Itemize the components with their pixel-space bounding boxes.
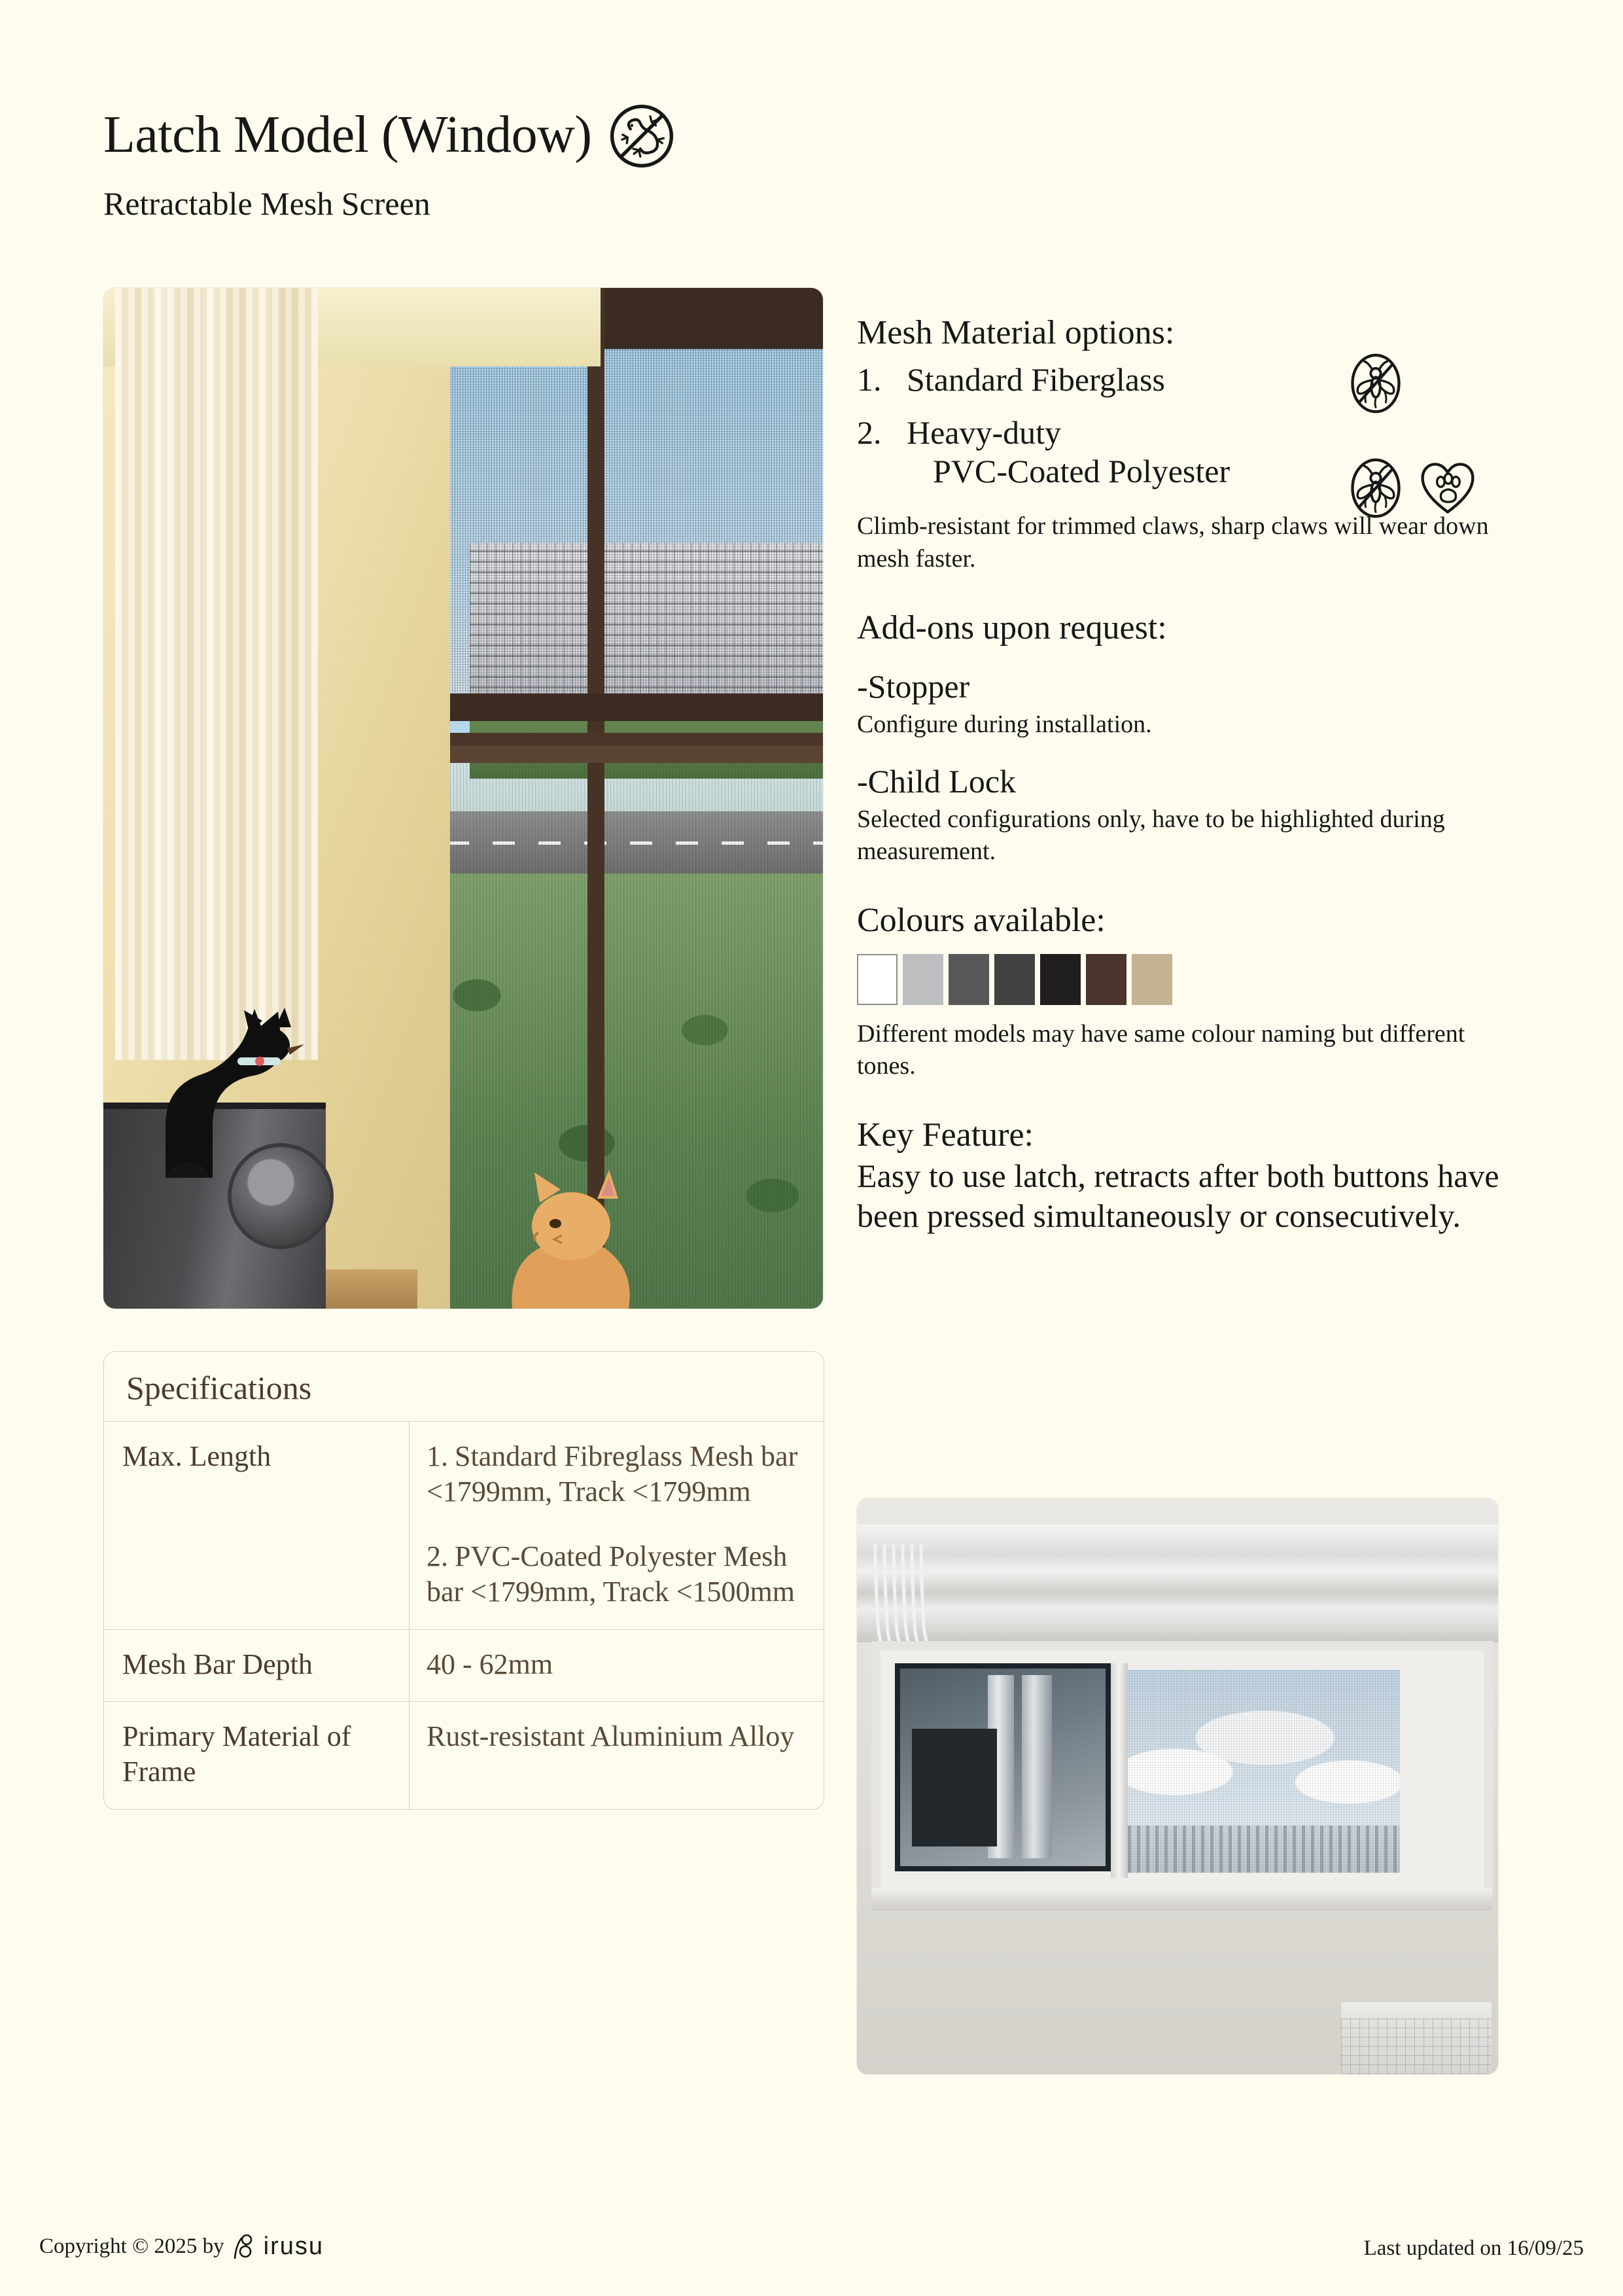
colour-swatch-0[interactable]	[857, 954, 898, 1005]
specifications-heading: Specifications	[104, 1352, 824, 1422]
mesh-option-label	[907, 414, 1230, 491]
spec-value-max-length	[410, 1422, 824, 1629]
spec-value-mesh-bar-depth: 40 - 62mm	[427, 1648, 553, 1680]
key-feature-heading: Key Feature:	[857, 1116, 1034, 1154]
addon-stopper	[857, 669, 1524, 741]
paw-heart-icon	[1416, 457, 1479, 520]
photo-mullion-vertical-2	[587, 288, 604, 1309]
photo-city-skyline	[1119, 1826, 1400, 1873]
mesh-option-1-icons	[1344, 352, 1407, 415]
colour-swatch-4[interactable]	[1040, 954, 1081, 1005]
table-row	[104, 1630, 824, 1703]
specifications-table	[103, 1351, 824, 1810]
mesh-option-2-icons	[1344, 457, 1479, 520]
copyright-block	[39, 2232, 324, 2261]
colour-swatch-3[interactable]	[994, 954, 1035, 1005]
photo-window-sill	[871, 1888, 1493, 1911]
key-feature-text: Easy to use latch, retracts after both buttons have been pressed simultaneously or consecutively.	[857, 1157, 1499, 1235]
photo-right-pane	[1119, 1670, 1400, 1873]
table-row	[104, 1702, 824, 1809]
page-footer	[0, 2211, 1623, 2296]
spec-value-primary-material: Rust-resistant Aluminium Alloy	[427, 1720, 795, 1753]
photo-clouds	[1119, 1670, 1400, 1840]
mesh-material-note: Climb-resistant for trimmed claws, sharp claws will wear down mesh faster.	[857, 512, 1489, 573]
brand-name: irusu	[263, 2232, 324, 2260]
colours-note: Different models may have same colour naming but different tones.	[857, 1019, 1465, 1080]
last-updated: Last updated on 16/09/25	[1363, 2236, 1584, 2260]
no-mosquito-icon	[1344, 457, 1407, 520]
black-cat	[139, 962, 349, 1178]
right-column	[857, 314, 1524, 1240]
photo-dark-panel	[912, 1729, 997, 1846]
key-feature-section	[857, 1116, 1524, 1236]
addon-child-lock-note: Selected configurations only, have to be highlighted during measurement.	[857, 805, 1445, 865]
mesh-option-label-line2: PVC-Coated Polyester	[933, 453, 1230, 490]
spec-value-line	[427, 1439, 807, 1509]
no-lizard-icon	[606, 101, 677, 171]
photo-window-mullion	[1111, 1663, 1128, 1878]
colour-swatch-row	[857, 954, 1524, 1005]
colour-swatch-1[interactable]	[903, 954, 943, 1005]
cats-at-window-photo	[103, 288, 823, 1309]
mesh-material-section	[857, 314, 1524, 575]
spec-key-mesh-bar-depth: Mesh Bar Depth	[104, 1630, 410, 1702]
mesh-option-label: Standard Fiberglass	[907, 361, 1165, 398]
addon-stopper-note: Configure during installation.	[857, 711, 1152, 739]
colours-heading: Colours available:	[857, 902, 1106, 940]
spec-value-number: 1.	[427, 1440, 448, 1472]
page-title: Latch Model (Window)	[103, 106, 592, 164]
photo-curtain	[115, 288, 318, 1060]
mesh-option-number: 2.	[857, 414, 882, 451]
addon-child-lock-name: -Child Lock	[857, 762, 1017, 800]
colour-swatch-5[interactable]	[1086, 954, 1126, 1005]
table-row	[104, 1422, 824, 1630]
spec-value-text: PVC-Coated Polyester Mesh bar <1799mm, Track <1500mm	[427, 1540, 795, 1608]
photo-pipe-2	[1022, 1675, 1052, 1858]
colour-swatch-2[interactable]	[949, 954, 989, 1005]
spec-key-primary-material: Primary Material of Frame	[104, 1702, 410, 1809]
colour-swatch-6[interactable]	[1132, 954, 1172, 1005]
list-item	[857, 361, 1524, 399]
addons-heading: Add-ons upon request:	[857, 609, 1167, 646]
window-mesh-photo	[857, 1498, 1498, 2074]
orange-cat	[493, 1158, 650, 1309]
irusu-logo-icon	[231, 2232, 257, 2261]
spec-value-number: 2.	[427, 1540, 448, 1573]
addons-section	[857, 609, 1524, 868]
mesh-option-number: 1.	[857, 361, 882, 398]
addon-stopper-name: -Stopper	[857, 668, 970, 705]
addon-child-lock	[857, 764, 1524, 868]
colours-section	[857, 902, 1524, 1082]
spec-key-max-length: Max. Length	[104, 1422, 410, 1629]
spec-value-line	[427, 1539, 807, 1609]
photo-bed-corner	[1341, 2002, 1492, 2074]
copyright-text: Copyright © 2025 by	[39, 2234, 224, 2258]
page-header	[103, 98, 888, 220]
page-subtitle: Retractable Mesh Screen	[103, 185, 430, 222]
mesh-option-label-line1: Heavy-duty	[907, 414, 1062, 451]
mesh-material-heading: Mesh Material options:	[857, 314, 1175, 351]
spec-value-text: Standard Fibreglass Mesh bar <1799mm, Track <1799mm	[427, 1440, 798, 1508]
no-mosquito-icon	[1344, 352, 1407, 415]
